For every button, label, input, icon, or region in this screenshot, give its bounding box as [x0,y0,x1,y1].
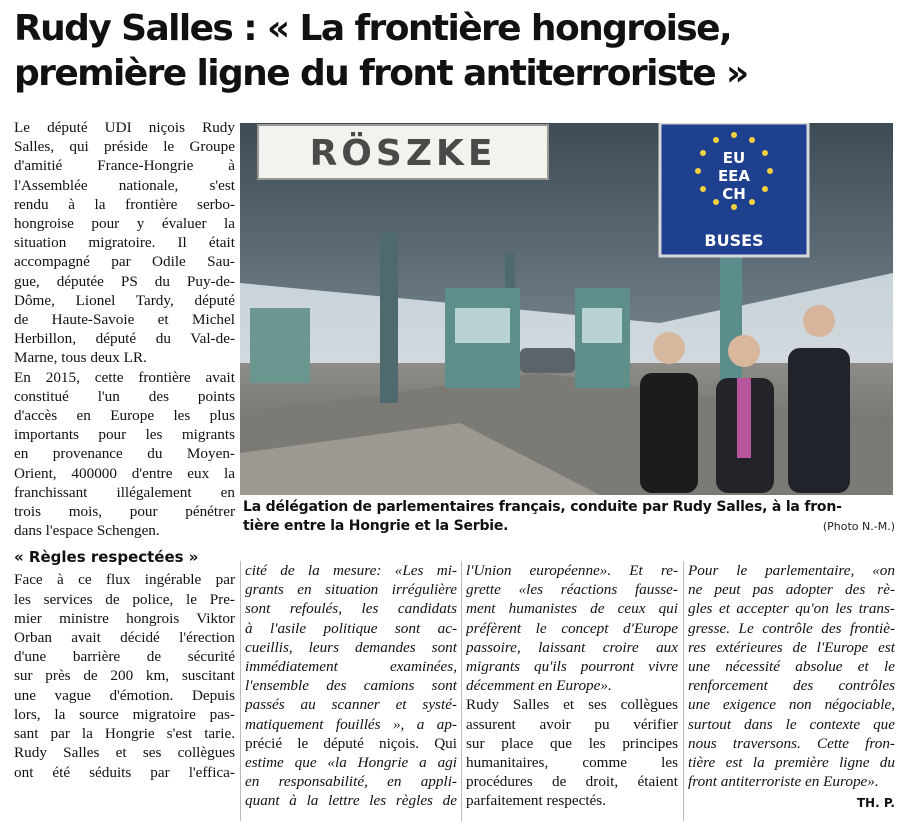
text-line: res extérieures de l'Europe est [688,638,895,656]
text-line: décemment en Europe». [466,677,612,695]
article-column-4 [688,561,895,814]
text-line: dans l'espace Schengen. [14,522,160,540]
text-line: rendu à la frontière serbo- [14,195,235,213]
text-line: immédiatement examinées, [245,658,457,676]
text-line: d'une barrière de sécurité [14,648,235,666]
text-line: préfèrent le concept d'Europe [466,619,678,637]
text-line: sont refoulés, les candidats [245,600,457,618]
border-crossing-photo [240,123,893,495]
text-line: en responsabilité, en appli- [245,773,457,791]
text-line: trois mois, pour pénétrer [14,503,235,521]
text-line: de Haute-Savoie et Michel [14,311,235,329]
text-line: gresse. Le contrôle des frontiè- [688,619,895,637]
text-line: sur près de 200 km, suscitant [14,667,235,685]
text-line: lors, la source migratoire pas- [14,705,235,723]
paragraph-mesure [245,561,457,811]
text-line: Rudy Salles et ses collègues [14,744,235,762]
text-line: En 2015, cette frontière avait [14,368,235,386]
text-line: estime que «la Hongrie a agi [245,754,457,772]
signature-wrap [688,793,895,813]
paragraph-principes [466,695,678,810]
text-line: situation migratoire. Il était [14,234,235,252]
paragraph-orban [14,570,235,781]
paragraph-2015 [14,368,235,541]
headline [14,6,899,96]
text-line: ment humanistes de ceux qui [466,600,678,618]
text-line: franchissant illégalement en [14,483,235,501]
text-line: gles et accepter qu'on les trans- [688,600,895,618]
text-line: tière est la première ligne du [688,754,895,772]
text-line: parfaitement respectés. [466,792,606,810]
text-line: surtout dans le contexte que [688,715,895,733]
text-line: sant par la Hongrie s'est tarie. [14,725,235,743]
subhead-regles: « Règles respectées » [14,548,199,567]
column-divider [683,561,684,821]
headline-line-1: Rudy Salles : « La frontière hongroise, [14,8,732,49]
text-line: Pour le parlementaire, «on [688,562,895,579]
text-line: d'amitié France-Hongrie à [14,157,235,175]
sign-buses: BUSES [704,231,764,250]
paragraph-parlementaire [688,561,895,791]
text-line: procédures de droit, étaient [466,773,678,791]
column-divider [461,561,462,821]
text-line: ne peut pas adopter des rè- [688,581,895,599]
column-divider [240,561,241,821]
text-line: l'ensemble des camions sont [245,677,457,695]
text-line: Dôme, Lionel Tardy, député [14,291,235,309]
article-column-3 [466,561,678,811]
author-signature: TH. P. [856,796,895,811]
text-line: une vague d'émotion. Depuis [14,686,235,704]
photo-credit: (Photo N.-M.) [822,520,895,533]
sign-station-text: RÖSZKE [309,133,497,174]
text-line: matiquement fouillés », a ap- [245,715,457,733]
text-line: Rudy Salles et ses collègues [466,696,678,714]
caption-line-2: tière entre la Hongrie et la Serbie. [243,518,509,534]
text-line: humanitaires, comme les [466,754,678,772]
text-line: Face à ce flux ingérable par [14,571,235,589]
text-line: importants pour les migrants [14,426,235,444]
text-line: constitué l'un des points [14,387,235,405]
text-line: migrants qu'ils pourront vivre [466,658,678,676]
text-line: les services de police, le Pre- [14,590,235,608]
text-line: à l'asile politique sont ac- [245,619,457,637]
text-line: Orient, 400000 d'entre eux la [14,464,235,482]
article-photo [240,123,893,495]
text-line: cité de la mesure: «Les mi- [245,562,457,579]
text-line: grants en situation irrégulière [245,581,457,599]
text-line: Salles, qui préside le Groupe [14,138,235,156]
photo-caption [243,498,895,536]
article-column-2 [245,561,457,811]
text-line: l'Assemblée nationale, s'est [14,176,235,194]
text-line: ont été séduits par l'effica- [14,763,235,781]
paragraph-regrette [466,561,678,695]
text-line: Orban avait décidé l'érection [14,629,235,647]
text-line: renforcement des contrôles [688,677,895,695]
text-line: hongroise pour y évaluer la [14,215,235,233]
text-line: passés au scanner et systé- [245,696,457,714]
headline-line-2: première ligne du front antiterroriste » [14,53,748,94]
text-line: grette «les réactions fausse- [466,581,678,599]
text-line: gue, députée PS du Puy-de- [14,272,235,290]
text-line: une nécessité absolue et le [688,658,895,676]
text-line: Marne, tous deux LR. [14,349,147,367]
text-line: nous traversons. Cette fron- [688,734,895,752]
text-line: Le député UDI niçois Rudy [14,119,235,136]
text-line: mier ministre hongrois Viktor [14,609,235,627]
text-line: d'accès en Europe les plus [14,407,235,425]
text-line: en provenance du Moyen- [14,445,235,463]
article-column-1 [14,118,235,782]
text-line: précié le député niçois. Qui [245,734,457,752]
text-line: assurent avoir pu vérifier [466,715,678,733]
caption-line-1: La délégation de parlementaires français, conduite par Rudy Salles, à la fron- [243,499,842,515]
text-line: une exigence non négociable, [688,696,895,714]
sign-ch: CH [722,185,746,203]
text-line: quant à la lettre les règles de [245,792,457,810]
text-line: accompagné par Odile Sau- [14,253,235,271]
sign-eea: EEA [717,167,751,185]
text-line: Herbillon, député du Val-de- [14,330,235,348]
text-line: cueillis, leurs demandes sont [245,638,457,656]
paragraph-intro [14,118,235,368]
text-line: front antiterroriste en Europe». [688,773,879,791]
text-line: l'Union européenne». Et re- [466,562,678,579]
text-line: passoire, laissant croire aux [466,638,678,656]
text-line: sur place que les principes [466,734,678,752]
sign-eu: EU [722,149,746,167]
